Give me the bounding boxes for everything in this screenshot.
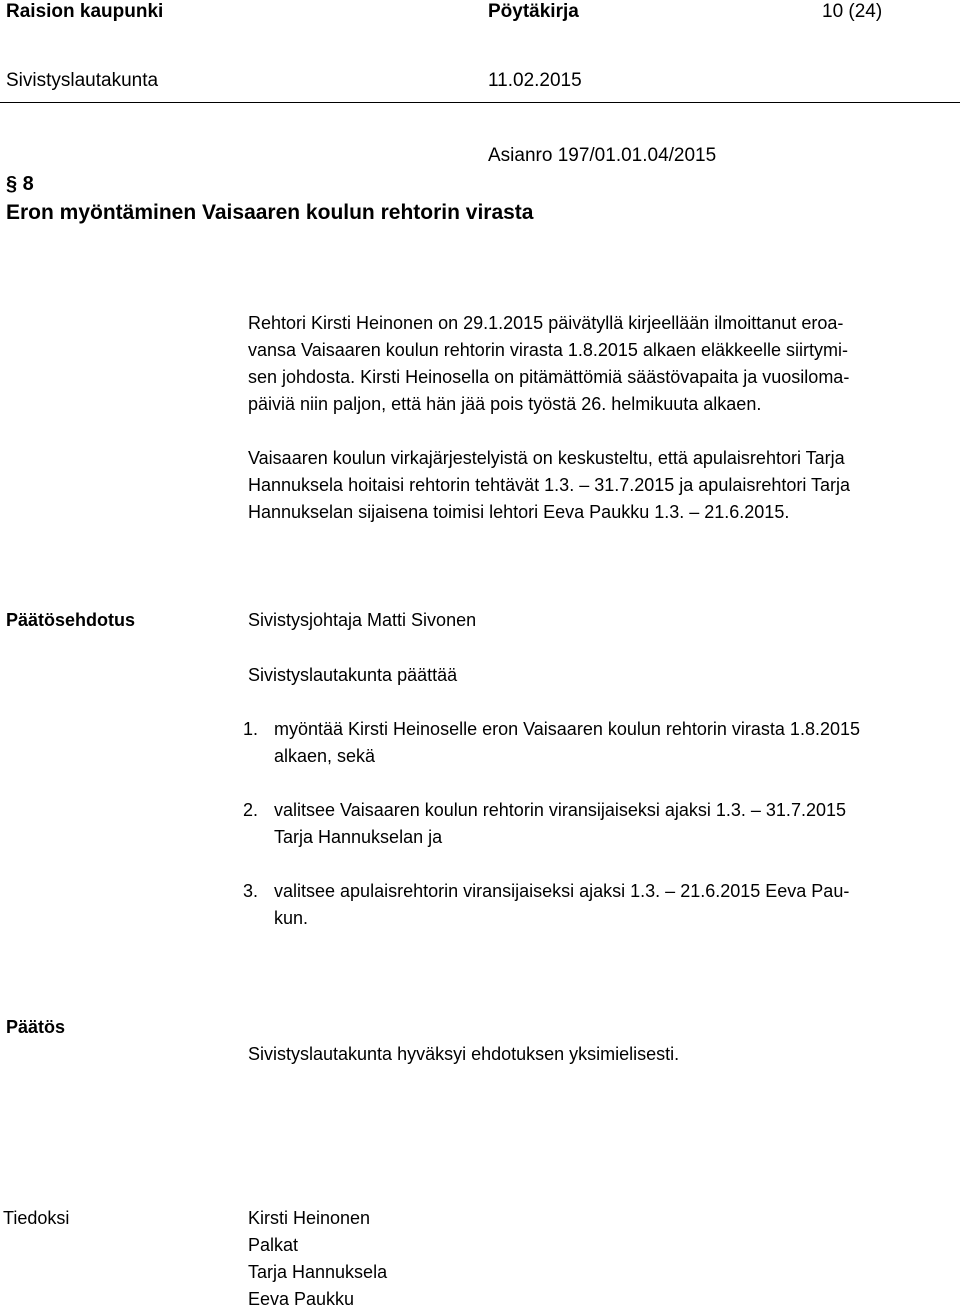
text-line: Rehtori Kirsti Heinonen on 29.1.2015 päivätyllä kirjeellään ilmoittanut eroa- [248,313,844,333]
list-number: 2. [243,800,259,820]
list-item: Kirsti Heinonen [248,1208,371,1228]
list-item: Tarja Hannuksela [248,1262,388,1282]
text-line: valitsee Vaisaaren koulun rehtorin viransijaiseksi ajaksi 1.3. – 31.7.2015 [274,800,846,820]
proposal-label: Päätösehdotus [6,610,136,630]
meeting-date: 11.02.2015 [488,70,582,91]
page-number: 10 (24) [822,1,883,22]
organization-name: Raision kaupunki [6,1,164,22]
list-item: Eeva Paukku [248,1289,355,1309]
decision-label: Päätös [6,1017,66,1037]
text-line: Hannuksela hoitaisi rehtorin tehtävät 1.3. – 31.7.2015 ja apulaisrehtori Tarja [248,475,851,495]
text-line: vansa Vaisaaren koulun rehtorin virasta 1.8.2015 alkaen eläkkeelle siirtymi- [248,340,848,360]
text-line: sen johdosta. Kirsti Heinosella on pitämättömiä säästövapaita ja vuosiloma- [248,367,850,387]
document-type: Pöytäkirja [488,1,579,22]
list-item [274,716,954,770]
text-line: Vaisaaren koulun virkajärjestelyistä on keskusteltu, että apulaisrehtori Tarja [248,448,845,468]
text-line: Hannukselan sijaisena toimisi lehtori Eeva Paukku 1.3. – 21.6.2015. [248,502,790,522]
decision-text: Sivistyslautakunta hyväksyi ehdotuksen yksimielisesti. [248,1044,680,1064]
case-title: Eron myöntäminen Vaisaaren koulun rehtorin virasta [6,201,534,224]
text-line: myöntää Kirsti Heinoselle eron Vaisaaren koulun rehtorin virasta 1.8.2015 [274,719,860,739]
proposal-intro: Sivistyslautakunta päättää [248,665,458,685]
list-item [274,797,954,851]
list-number: 1. [243,719,259,739]
arrangement-paragraph [248,445,948,526]
list-item [274,878,954,932]
list-number: 3. [243,881,259,901]
background-paragraph [248,310,948,418]
list-item: Palkat [248,1235,299,1255]
text-line: valitsee apulaisrehtorin viransijaiseksi ajaksi 1.3. – 21.6.2015 Eeva Pau- [274,881,850,901]
text-line: Tarja Hannukselan ja [274,827,443,847]
distribution-label: Tiedoksi [3,1208,70,1228]
section-number: § 8 [6,173,34,195]
case-number: Asianro 197/01.01.04/2015 [488,145,717,166]
text-line: kun. [274,908,309,928]
header-divider [0,102,960,103]
text-line: päiviä niin paljon, että hän jää pois työstä 26. helmikuuta alkaen. [248,394,762,414]
proposer: Sivistysjohtaja Matti Sivonen [248,610,477,630]
recipient-list [248,1205,387,1313]
text-line: alkaen, sekä [274,746,376,766]
board-name: Sivistyslautakunta [6,70,159,91]
